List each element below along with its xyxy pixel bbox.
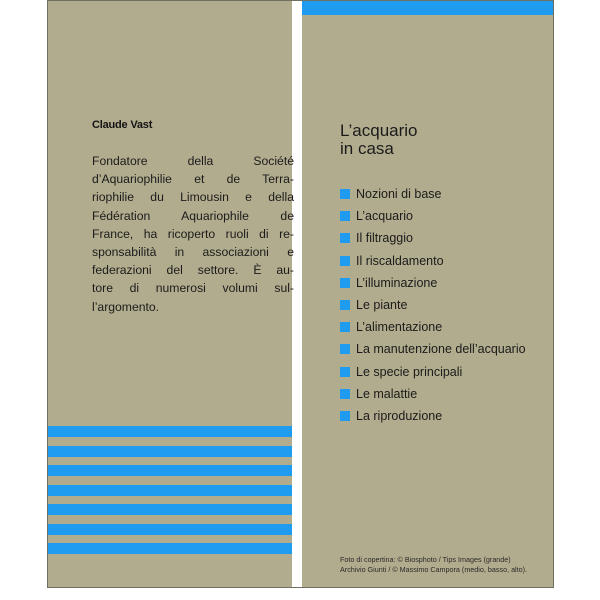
contents-item-label: La riproduzione xyxy=(356,408,443,423)
blue-square-bullet-icon xyxy=(340,344,350,354)
bio-line: riophilie du Limousin e della xyxy=(92,190,294,205)
stripe xyxy=(48,446,292,457)
bio-line: d’Aquariophilie et de Terra- xyxy=(92,172,294,187)
blue-square-bullet-icon xyxy=(340,300,350,310)
stripe xyxy=(48,543,292,554)
bio-line: l’argomento. xyxy=(92,299,160,314)
photo-credits xyxy=(340,555,550,575)
blue-square-bullet-icon xyxy=(340,189,350,199)
contents-panel xyxy=(302,1,553,587)
contents-item-label: Le piante xyxy=(356,298,408,313)
blue-square-bullet-icon xyxy=(340,367,350,377)
bio-line: Fondatore della Société xyxy=(92,154,294,168)
blue-square-bullet-icon xyxy=(340,278,350,288)
blue-square-bullet-icon xyxy=(340,322,350,332)
stripe xyxy=(48,426,292,437)
blue-square-bullet-icon xyxy=(340,256,350,266)
contents-item xyxy=(340,316,526,338)
contents-item-label: Il riscaldamento xyxy=(356,253,444,268)
contents-item-label: La manutenzione dell’acquario xyxy=(356,342,526,357)
book-title-line: in casa xyxy=(340,139,394,158)
stripe xyxy=(48,504,292,515)
contents-item xyxy=(340,383,526,405)
contents-item xyxy=(340,361,526,383)
bio-line: tore di numerosi volumi sul- xyxy=(92,281,294,296)
contents-item-label: L’alimentazione xyxy=(356,320,443,335)
author-name: Claude Vast xyxy=(92,119,153,131)
book-title xyxy=(340,122,418,158)
contents-list xyxy=(340,183,526,427)
decorative-stripes xyxy=(48,426,292,563)
stripe xyxy=(48,524,292,535)
stripe xyxy=(48,465,292,476)
contents-item xyxy=(340,272,526,294)
book-title-line: L’acquario xyxy=(340,121,418,140)
credits-line: Archivio Giunti / © Massimo Campora (medio, basso, alto). xyxy=(340,565,528,574)
top-accent-bar xyxy=(302,1,553,15)
contents-item-label: L’illuminazione xyxy=(356,275,438,290)
author-panel xyxy=(48,1,292,587)
contents-item xyxy=(340,338,526,360)
blue-square-bullet-icon xyxy=(340,233,350,243)
book-flap-spread xyxy=(47,0,554,588)
bio-line: France, ha ricoperto ruoli di re- xyxy=(92,226,294,241)
contents-item-label: Nozioni di base xyxy=(356,187,442,202)
bio-line: federazioni del settore. È au- xyxy=(92,263,294,278)
contents-item-label: Le malattie xyxy=(356,386,418,401)
credits-line: Foto di copertina: © Biosphoto / Tips Images (grande) xyxy=(340,555,511,564)
author-bio xyxy=(92,152,294,316)
blue-square-bullet-icon xyxy=(340,211,350,221)
contents-item-label: Il filtraggio xyxy=(356,231,413,246)
contents-item xyxy=(340,205,526,227)
blue-square-bullet-icon xyxy=(340,411,350,421)
bio-line: Fédération Aquariophile de xyxy=(92,208,294,223)
contents-item-label: Le specie principali xyxy=(356,364,463,379)
contents-item xyxy=(340,227,526,249)
bio-line: sponsabilità in associazioni e xyxy=(92,245,294,260)
contents-item xyxy=(340,405,526,427)
contents-item-label: L’acquario xyxy=(356,209,413,224)
contents-item xyxy=(340,250,526,272)
blue-square-bullet-icon xyxy=(340,389,350,399)
contents-item xyxy=(340,294,526,316)
contents-item xyxy=(340,183,526,205)
stripe xyxy=(48,485,292,496)
